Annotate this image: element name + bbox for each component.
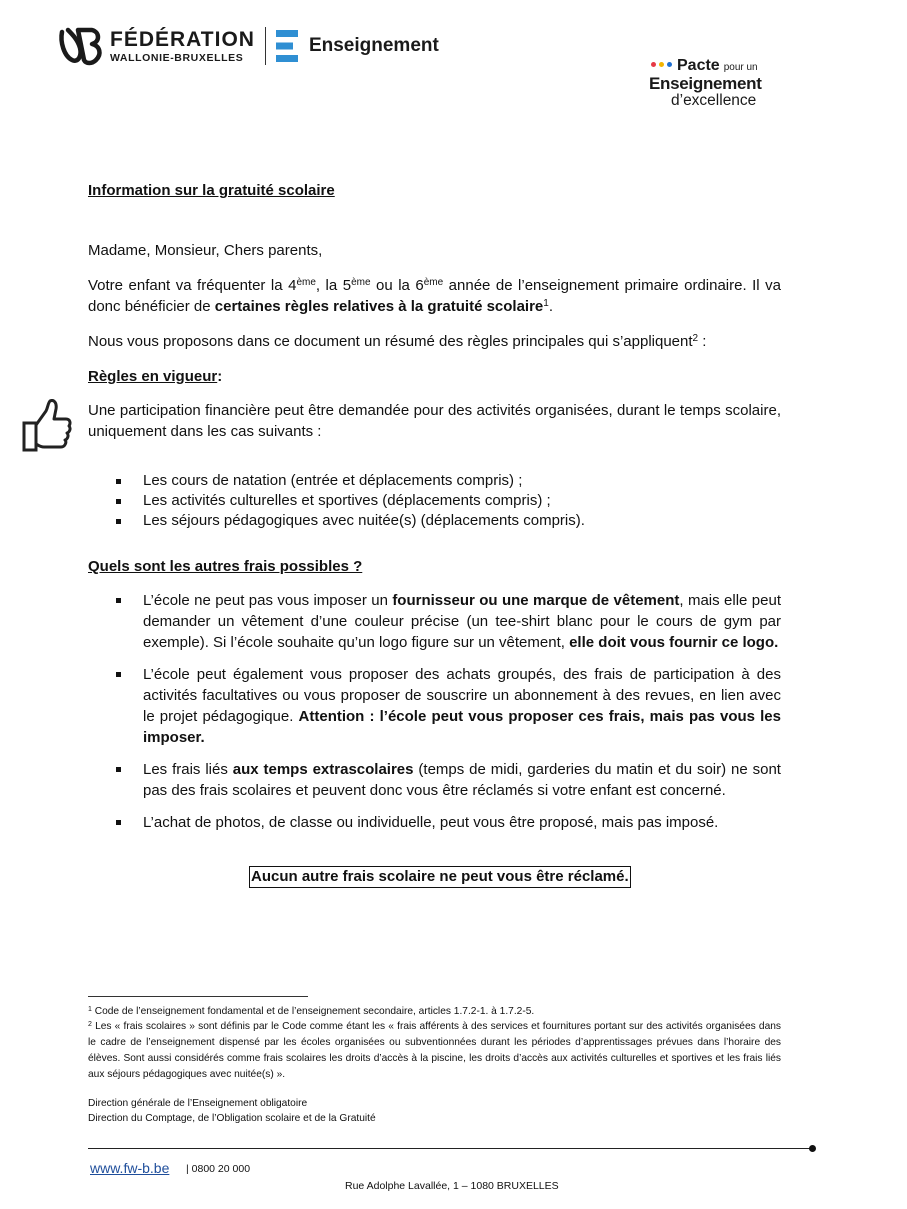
boxed-notice: Aucun autre frais scolaire ne peut vous être réclamé. — [249, 866, 631, 888]
direction-line-1: Direction générale de l’Enseignement obligatoire — [88, 1098, 308, 1109]
fwb-logo — [58, 26, 439, 66]
website-link[interactable]: www.fw-b.be — [90, 1160, 170, 1176]
other-fees-list — [88, 590, 781, 844]
phone-number: | 0800 20 000 — [186, 1163, 251, 1175]
fwb-logo-icon — [58, 26, 104, 66]
enseignement-icon — [276, 30, 300, 62]
footnote-ref-2: 2 — [692, 333, 699, 344]
footer-rule — [88, 1148, 813, 1149]
pacte-line2: Enseignement — [649, 74, 762, 93]
logo-separator — [265, 27, 266, 65]
rules-list — [88, 471, 788, 531]
list-item: Les cours de natation (entrée et déplacements compris) ; — [88, 471, 788, 491]
list-item: Les activités culturelles et sportives (déplacements compris) ; — [88, 491, 788, 511]
greeting: Madame, Monsieur, Chers parents, — [88, 242, 323, 259]
pacte-small: pour un — [723, 62, 758, 73]
other-fees-heading: Quels sont les autres frais possibles ? — [88, 558, 363, 575]
pacte-logo — [649, 58, 799, 109]
pacte-dots-icon — [651, 62, 672, 67]
fwb-name-line2: WALLONIE-BRUXELLES — [110, 51, 244, 64]
footnote-ref-1: 1 — [543, 298, 549, 309]
rules-heading: Règles en vigueur: — [88, 368, 223, 385]
footnote-rule — [88, 996, 308, 997]
enseignement-label: Enseignement — [308, 35, 439, 56]
direction-block — [88, 1096, 376, 1126]
list-item: L’école ne peut pas vous imposer un fournisseur ou une marque de vêtement, mais elle peut demander un vêtement d’une couleur précise (un tee-shirt blanc pour le cours de gym par exemple). Si l’école souhaite qu’un logo figure sur un vêtement, elle doit vous fournir ce logo. — [88, 590, 781, 653]
paragraph-1: Votre enfant va fréquenter la 4ème, la 5ème ou la 6ème année de l’enseignement primaire ordinaire. Il va donc bénéficier de certaines règles relatives à la gratuité scolaire$^1$. — [88, 277, 781, 315]
list-item: Les frais liés aux temps extrascolaires (temps de midi, garderies du matin et du soir) ne sont pas des frais scolaires et peuvent donc vous être réclamés si votre enfant est concerné. — [88, 759, 781, 801]
fwb-name-line1: FÉDÉRATION — [110, 27, 255, 51]
list-item: L’école peut également vous proposer des achats groupés, des frais de participation à des activités facultatives ou vous proposer de souscrire un abonnement à des revues, en lien avec le projet pédagogique. Attention : l’école peut vous proposer ces frais, mais pas vous les imposer. — [88, 664, 781, 748]
document-title: Information sur la gratuité scolaire — [88, 182, 335, 199]
pacte-word: Pacte — [677, 57, 720, 74]
paragraph-2: Nous vous proposons dans ce document un résumé des règles principales qui s’appliquent$^2$ : — [88, 333, 707, 350]
pacte-line3: d’excellence — [671, 92, 757, 109]
footnote-1: $^1$ Code de l’enseignement fondamental et de l’enseignement secondaire, articles 1.7.2-1. à 1.7.2-5. — [88, 1006, 535, 1017]
address: Rue Adolphe Lavallée, 1 – 1080 BRUXELLES — [345, 1180, 559, 1192]
list-item: L’achat de photos, de classe ou individuelle, peut vous être proposé, mais pas imposé. — [88, 812, 781, 833]
footer-dot — [809, 1145, 816, 1152]
list-item: Les séjours pédagogiques avec nuitée(s) (déplacements compris). — [88, 511, 788, 531]
footnote-2: $^2$ Les « frais scolaires » sont définis par le Code comme étant les « frais afférents à des services et fournitures portant sur des activités organisées dans le cadre de l’enseignement dispensé par les écoles organisées ou subventionnées durant les périodes d’apprentissages prévues dans l’horaire des élèves. Sont aussi considérés comme frais scolaires les droits d’accès à la piscine, les droits d’accès aux activités culturelles et sportives et les frais liés aux séjours pédagogiques avec nuitée(s) ». — [88, 1021, 781, 1080]
direction-line-2: Direction du Comptage, de l’Obligation scolaire et de la Gratuité — [88, 1113, 376, 1124]
rules-intro: Une participation financière peut être demandée pour des activités organisées, durant le temps scolaire, uniquement dans les cas suivants : — [88, 402, 781, 440]
thumbs-up-icon — [22, 399, 72, 453]
